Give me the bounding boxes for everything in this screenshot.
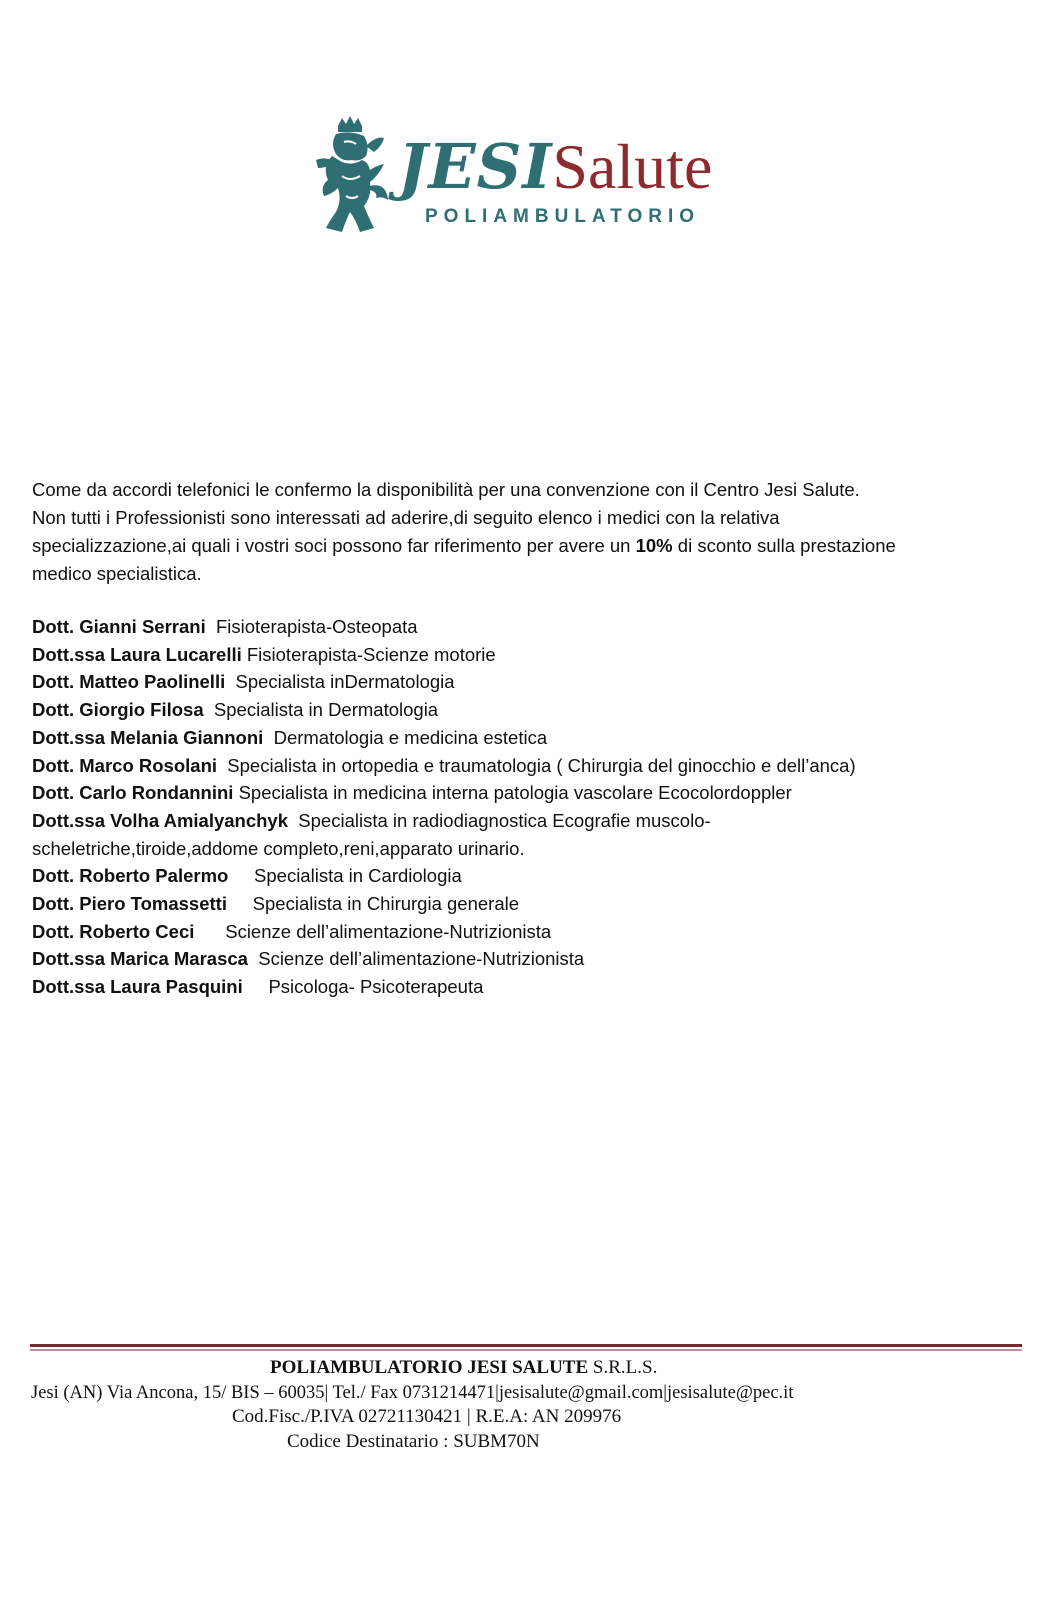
doctor-specialty: Specialista in radiodiagnostica Ecografie muscolo- (298, 809, 711, 831)
footer-address: Jesi (AN) Via Ancona, 15/ BIS – 60035| Tel./ Fax 0731214471|jesisalute@gmail.com|jesisalute@pec.it (31, 1382, 794, 1403)
doctor-name: Dott. Roberto Ceci (32, 920, 195, 942)
doctor-item (32, 890, 1022, 918)
footer (30, 1356, 1022, 1454)
doctor-name: Dott. Gianni Serrani (32, 616, 206, 637)
doctor-specialty: Specialista in Dermatologia (213, 699, 439, 721)
intro-line (32, 532, 1022, 560)
doctor-name: Dott. Roberto Palermo (32, 865, 229, 887)
doctor-specialty: Specialista inDermatologia (235, 671, 455, 693)
doctor-specialty-continued: scheletriche,tiroide,addome completo,reni,apparato urinario. (32, 837, 525, 859)
doctor-name: Dott. Marco Rosolani (32, 754, 218, 776)
doctor-item (32, 613, 1022, 641)
doctor-item (32, 696, 1022, 724)
jesi-salute-logo (312, 116, 742, 236)
doctor-item (32, 752, 1022, 780)
doctor-specialty: Specialista in medicina interna patologia vascolare Ecocolordoppler (238, 782, 792, 804)
doctor-name: Dott.ssa Melania Giannoni (32, 726, 264, 748)
doctors-list (32, 613, 1022, 1001)
doctor-name: Dott.ssa Laura Lucarelli (32, 643, 242, 665)
intro-paragraph (32, 476, 1022, 588)
doctor-specialty: Dermatologia e medicina estetica (273, 726, 548, 748)
doctor-name: Dott. Giorgio Filosa (32, 699, 204, 721)
footer-divider-bottom (30, 1349, 1022, 1351)
doctor-name: Dott. Carlo Rondannini (32, 782, 234, 804)
footer-company: POLIAMBULATORIO JESI SALUTE (270, 1357, 589, 1378)
doctor-specialty: Specialista in ortopedia e traumatologia ( Chirurgia del ginocchio e dell’anca) (227, 754, 856, 776)
doctor-item (32, 779, 1022, 807)
intro-text: specializzazione,ai quali i vostri soci possono far riferimento per avere un (32, 535, 636, 556)
doctor-name: Dott. Matteo Paolinelli (32, 671, 226, 693)
doctor-name: Dott.ssa Marica Marasca (32, 948, 248, 970)
doctor-name: Dott.ssa Volha Amialyanchyk (32, 809, 289, 831)
doctor-specialty: Specialista in Cardiologia (254, 865, 462, 887)
doctor-item (32, 862, 1022, 890)
footer-company-suffix: S.R.L.S. (588, 1357, 658, 1378)
doctor-item-continued (32, 835, 1022, 863)
footer-fiscal: Cod.Fisc./P.IVA 02721130421 | R.E.A: AN 209976 (232, 1406, 622, 1427)
footer-divider-top (30, 1344, 1022, 1347)
brand-salute: Salute (552, 131, 713, 202)
footer-recipient-code: Codice Destinatario : SUBM70N (287, 1430, 540, 1452)
intro-line: Non tutti i Professionisti sono interessati ad aderire,di seguito elenco i medici con la relativa (32, 507, 780, 528)
doctor-item (32, 724, 1022, 752)
intro-text: di sconto sulla prestazione (672, 535, 896, 556)
lion-crest-icon (312, 116, 392, 236)
brand-subtitle: POLIAMBULATORIO (425, 206, 701, 227)
doctor-item (32, 973, 1022, 1001)
discount-value: 10% (635, 535, 673, 556)
doctor-specialty: Fisioterapista-Scienze motorie (246, 643, 496, 665)
doctor-name: Dott. Piero Tomassetti (32, 893, 227, 915)
doctor-specialty: Psicologa- Psicoterapeuta (268, 976, 484, 998)
doctor-item (32, 641, 1022, 669)
doctor-specialty: Scienze dell’alimentazione-Nutrizionista (225, 920, 552, 942)
brand-name (398, 130, 713, 203)
doctor-name: Dott.ssa Laura Pasquini (32, 976, 243, 998)
doctor-specialty: Specialista in Chirurgia generale (252, 893, 520, 915)
brand-jesi: JESI (398, 130, 553, 203)
intro-line: Come da accordi telefonici le confermo la disponibilità per una convenzione con il Centro Jesi Salute. (32, 479, 860, 500)
footer-company-line (30, 1356, 1022, 1381)
doctor-item (32, 668, 1022, 696)
intro-line: medico specialistica. (32, 563, 202, 584)
doctor-item (32, 945, 1022, 973)
doctor-item (32, 807, 1022, 835)
doctor-specialty: Scienze dell’alimentazione-Nutrizionista (258, 948, 585, 970)
doctor-specialty: Fisioterapista-Osteopata (216, 616, 418, 637)
doctor-item (32, 918, 1022, 946)
